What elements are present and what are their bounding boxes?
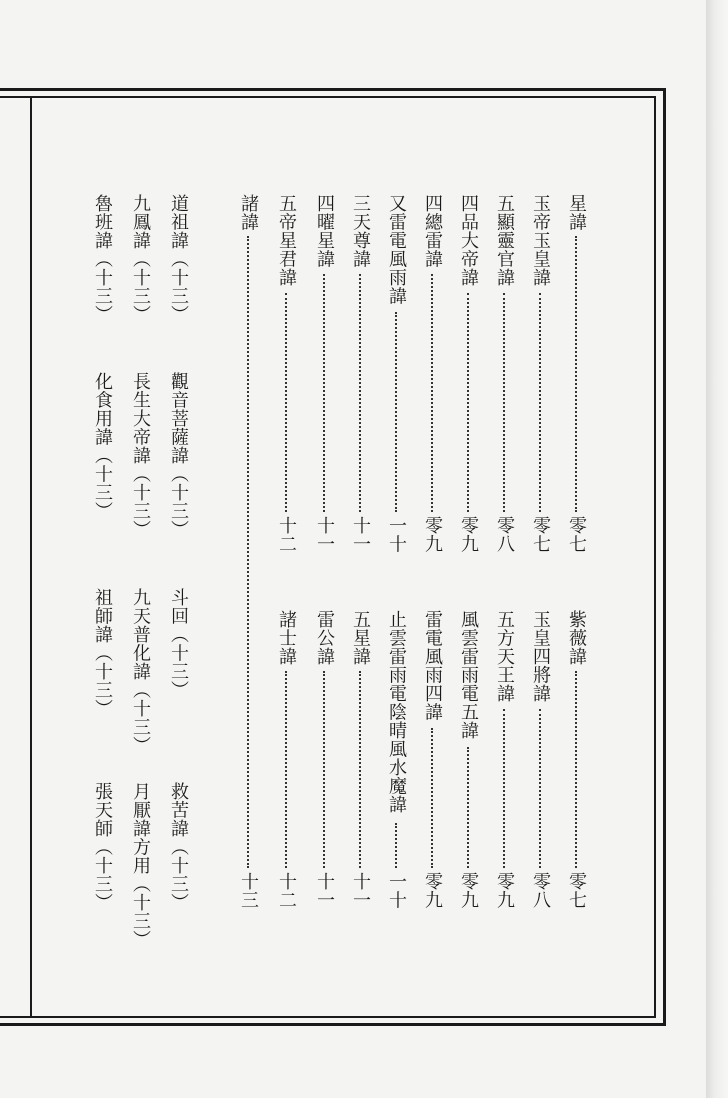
- toc-entry-title: 三天尊諱: [350, 194, 371, 268]
- leader-dots: [539, 293, 541, 512]
- toc-entry-title: 玉皇四將諱: [530, 610, 551, 703]
- toc-entry[interactable]: [458, 610, 478, 912]
- toc-entry-title: 止雲雷雨電陰晴風水魔諱: [386, 610, 407, 814]
- toc-entry-inline[interactable]: 魯班諱（十三）: [92, 194, 113, 324]
- toc-entry-page: 零九: [422, 516, 443, 553]
- toc-entry-inline[interactable]: 觀音菩薩諱（十三）: [168, 372, 189, 539]
- column-divider: [30, 98, 32, 1016]
- leader-dots: [323, 274, 325, 512]
- leader-dots: [285, 671, 287, 868]
- toc-entry-title: 四總雷諱: [422, 194, 443, 268]
- toc-entry-page: 十一: [350, 516, 371, 553]
- toc-entry[interactable]: [276, 194, 296, 556]
- toc-entry-page: 零九: [494, 872, 515, 909]
- toc-entry-title: 又雷電風雨諱: [386, 194, 407, 305]
- toc-entry-title: 雷電風雨四諱: [422, 610, 443, 721]
- toc-entry-inline[interactable]: 月厭諱方用（十三）: [130, 782, 151, 949]
- toc-entry-title: 五顯靈官諱: [494, 194, 515, 287]
- toc-entry-title: 四曜星諱: [314, 194, 335, 268]
- toc-entry-inline[interactable]: 長生大帝諱（十三）: [130, 372, 151, 539]
- toc-entry[interactable]: [458, 194, 478, 556]
- leader-dots: [467, 747, 469, 868]
- toc-entry-page: 一十: [386, 872, 407, 909]
- toc-entry[interactable]: [350, 610, 370, 912]
- leader-dots: [395, 823, 397, 868]
- toc-entry[interactable]: [494, 194, 514, 556]
- toc-entry-inline[interactable]: 九天普化諱（十三）: [130, 588, 151, 755]
- leader-dots: [323, 671, 325, 868]
- toc-entry[interactable]: [276, 610, 296, 912]
- toc-entry-page: 十一: [350, 872, 371, 909]
- toc-entry[interactable]: [386, 194, 406, 556]
- toc-entry-page: 零七: [530, 516, 551, 553]
- toc-entry-title: 玉帝玉皇諱: [530, 194, 551, 287]
- toc-entry[interactable]: [566, 194, 586, 556]
- toc-entry-title: 諸諱: [238, 194, 259, 231]
- toc-entry-inline[interactable]: 化食用諱（十三）: [92, 372, 113, 520]
- leader-dots: [539, 709, 541, 868]
- toc-entry-page: 十二: [276, 516, 297, 553]
- toc-entry-title: 風雲雷雨電五諱: [458, 610, 479, 740]
- toc-entry-inline[interactable]: 九鳳諱（十三）: [130, 194, 151, 324]
- leader-dots: [575, 671, 577, 868]
- toc-entry[interactable]: [494, 610, 514, 912]
- toc-entry-title: 四品大帝諱: [458, 194, 479, 287]
- toc-entry[interactable]: [238, 194, 258, 912]
- toc-entry[interactable]: [530, 610, 550, 912]
- toc-entry[interactable]: [350, 194, 370, 556]
- toc-entry[interactable]: [422, 194, 442, 556]
- toc-entry-page: 十三: [238, 872, 259, 909]
- toc-entry-title: 紫薇諱: [566, 610, 587, 666]
- toc-entry[interactable]: [422, 610, 442, 912]
- toc-entry-page: 十二: [276, 872, 297, 909]
- leader-dots: [395, 312, 397, 512]
- toc-entry-inline[interactable]: 張天師（十三）: [92, 782, 113, 912]
- toc-entry-inline[interactable]: 斗回（十三）: [168, 588, 189, 699]
- toc-entry-page: 十一: [314, 516, 335, 553]
- book-spine: [706, 0, 728, 1098]
- leader-dots: [503, 709, 505, 868]
- leader-dots: [359, 671, 361, 868]
- toc-entry-title: 五方天王諱: [494, 610, 515, 703]
- toc-entry-inline[interactable]: 道祖諱（十三）: [168, 194, 189, 324]
- toc-entry-page: 一十: [386, 516, 407, 553]
- leader-dots: [431, 728, 433, 868]
- leader-dots: [285, 293, 287, 512]
- leader-dots: [467, 293, 469, 512]
- toc-entry-page: 零七: [566, 872, 587, 909]
- toc-entry[interactable]: [566, 610, 586, 912]
- leader-dots: [431, 274, 433, 512]
- leader-dots: [247, 236, 249, 868]
- toc-entry-inline[interactable]: 救苦諱（十三）: [168, 782, 189, 912]
- toc-entry[interactable]: [314, 194, 334, 556]
- toc-entry-page: 零九: [422, 872, 443, 909]
- toc-entry-title: 星諱: [566, 194, 587, 231]
- leader-dots: [503, 293, 505, 512]
- toc-entry-page: 零七: [566, 516, 587, 553]
- toc-entry[interactable]: [386, 610, 406, 912]
- leader-dots: [359, 274, 361, 512]
- toc-entry-page: 零八: [530, 872, 551, 909]
- leader-dots: [575, 236, 577, 512]
- toc-entry-page: 零九: [458, 872, 479, 909]
- toc-entry-title: 五星諱: [350, 610, 371, 666]
- toc-entry[interactable]: [530, 194, 550, 556]
- toc-entry-title: 諸士諱: [276, 610, 297, 666]
- toc-entry-title: 五帝星君諱: [276, 194, 297, 287]
- toc-entry-page: 零八: [494, 516, 515, 553]
- toc-entry-inline[interactable]: 祖師諱（十三）: [92, 588, 113, 718]
- toc-entry-page: 零九: [458, 516, 479, 553]
- toc-entry-title: 雷公諱: [314, 610, 335, 666]
- toc-entry-page: 十一: [314, 872, 335, 909]
- toc-entry[interactable]: [314, 610, 334, 912]
